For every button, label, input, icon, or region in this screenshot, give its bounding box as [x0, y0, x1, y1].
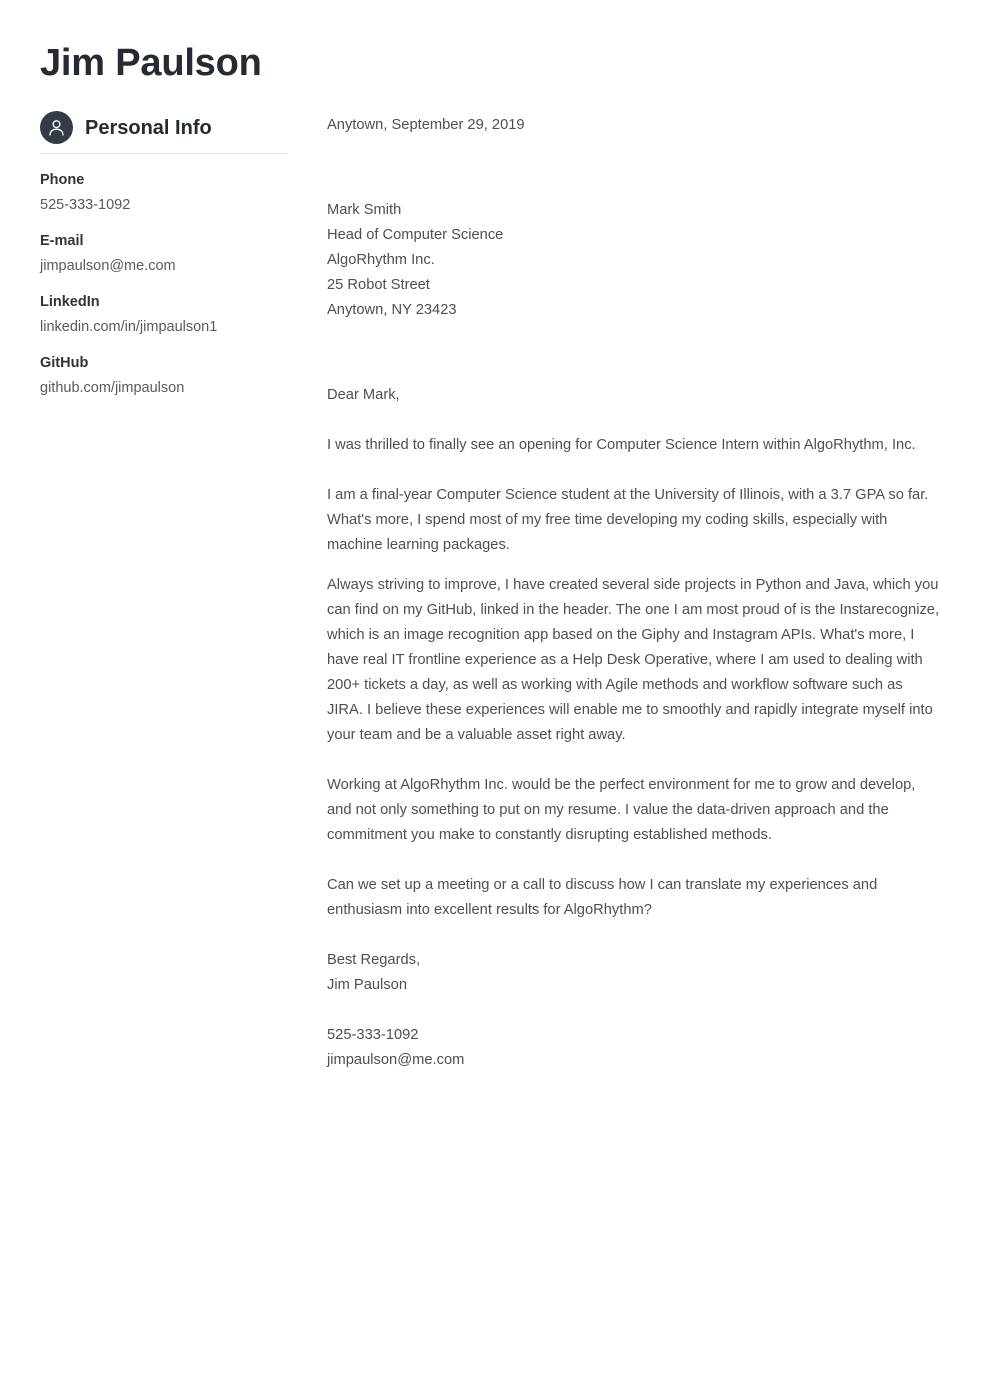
recipient-title: Head of Computer Science: [327, 227, 504, 243]
signature-email[interactable]: jimpaulson@me.com: [327, 1051, 465, 1068]
info-label: Phone: [40, 172, 85, 188]
info-item-email: [40, 231, 288, 276]
letter-paragraph-1: I was thrilled to finally see an opening for Computer Science Intern within AlgoRhythm, Inc.: [327, 437, 916, 453]
page-title: Jim Paulson: [40, 42, 262, 84]
person-icon: [40, 111, 73, 144]
signature-contact: [327, 1023, 940, 1073]
letter-body: [288, 111, 940, 1073]
recipient-street: 25 Robot Street: [327, 277, 430, 293]
letter-paragraph-4: Working at AlgoRhythm Inc. would be the perfect environment for me to grow and develop, and not only something to put on my resume. I value the data-driven approach and the commitment you make to constantly disrupting established methods.: [327, 776, 916, 843]
personal-info-list: [40, 170, 288, 398]
signature-phone[interactable]: 525-333-1092: [327, 1026, 419, 1043]
letter-greeting: Dear Mark,: [327, 387, 400, 403]
recipient-address: [327, 198, 940, 323]
letter-paragraph-3: Always striving to improve, I have created several side projects in Python and Java, which you can find on my GitHub, linked in the header. The one I am most proud of is the Instarecognize, which is an image recognition app based on the Giphy and Instagram APIs. What's more, I have real IT frontline experience as a Help Desk Operative, where I am used to dealing with 200+ tickets a day, as well as working with Agile methods and workflow software such as JIRA. I believe these experiences will enable me to smoothly and rapidly integrate myself into your team and be a valuable asset right away.: [327, 576, 940, 743]
closing-phrase: Best Regards,: [327, 951, 421, 968]
sidebar: [40, 111, 288, 398]
info-label: LinkedIn: [40, 294, 100, 310]
letter-paragraph-2: I am a final-year Computer Science student at the University of Illinois, with a 3.7 GPA so far. What's more, I spend most of my free time developing my coding skills, especially with machine learning packages.: [327, 487, 929, 553]
recipient-name: Mark Smith: [327, 202, 402, 218]
content-columns: [40, 111, 940, 1073]
section-title: Personal Info: [85, 116, 212, 139]
info-label: GitHub: [40, 355, 89, 371]
info-item-linkedin: [40, 292, 288, 337]
letter-paragraph-5: Can we set up a meeting or a call to discuss how I can translate my experiences and enthusiasm into excellent results for AlgoRhythm?: [327, 876, 878, 918]
info-item-github: [40, 353, 288, 398]
info-value-email[interactable]: jimpaulson@me.com: [40, 258, 176, 274]
recipient-company: AlgoRhythm Inc.: [327, 252, 435, 268]
info-label: E-mail: [40, 233, 84, 249]
signature-name: Jim Paulson: [327, 976, 407, 993]
info-item-phone: [40, 170, 288, 215]
info-value-phone[interactable]: 525-333-1092: [40, 197, 131, 213]
info-value-linkedin[interactable]: linkedin.com/in/jimpaulson1: [40, 319, 218, 335]
letter-signoff: [327, 948, 940, 998]
personal-info-header: [40, 111, 288, 154]
letter-date: Anytown, September 29, 2019: [327, 117, 525, 133]
info-value-github[interactable]: github.com/jimpaulson: [40, 380, 185, 396]
recipient-city: Anytown, NY 23423: [327, 302, 457, 318]
